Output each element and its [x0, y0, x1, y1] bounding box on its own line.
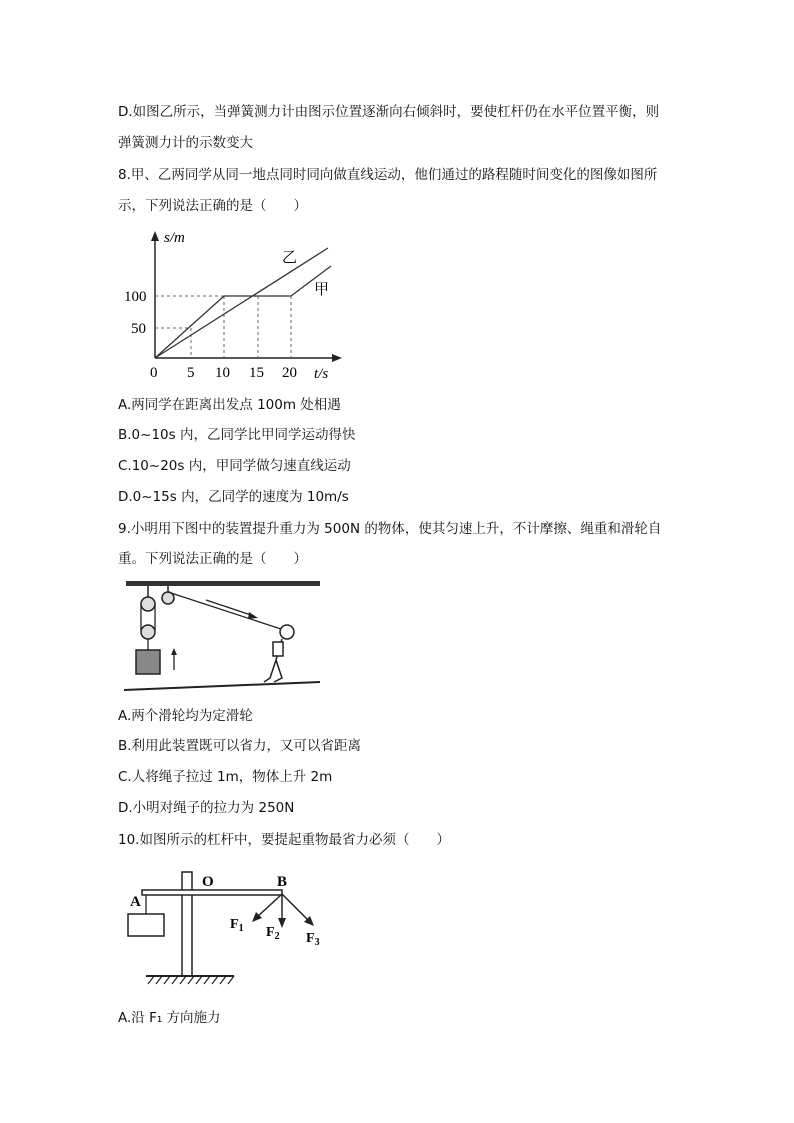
guide-lines	[155, 296, 291, 358]
pulley-figure	[124, 578, 324, 696]
x-tick-10: 10	[215, 365, 230, 381]
y-tick-100: 100	[124, 289, 147, 305]
label-f3: $F_3$	[306, 931, 320, 948]
q9-option-b: B.利用此装置既可以省力，又可以省距离	[118, 738, 362, 754]
q9-option-d: D.小明对绳子的拉力为 250N	[118, 800, 295, 816]
support-post	[182, 872, 192, 976]
option-d-line-1: D.如图乙所示，当弹簧测力计由图示位置逐渐向右倾斜时，要使杠杆仍在水平位置平衡，则	[118, 104, 660, 120]
x-axis-arrow	[332, 354, 342, 362]
label-f2: $F_2$	[266, 925, 280, 942]
load-box	[136, 650, 160, 674]
x-tick-5: 5	[187, 365, 195, 381]
series-jia-line	[155, 266, 331, 358]
label-f1: $F_1$	[230, 917, 244, 934]
up-arrow	[171, 648, 177, 655]
question-9-line-2: 重。下列说法正确的是（ ）	[118, 551, 307, 567]
q8-option-b: B.0~10s 内，乙同学比甲同学运动得快	[118, 427, 356, 443]
q8-option-c: C.10~20s 内，甲同学做匀速直线运动	[118, 458, 351, 474]
pull-rope	[168, 592, 284, 630]
q10-option-a: A.沿 F₁ 方向施力	[118, 1010, 221, 1026]
question-8-line-2: 示，下列说法正确的是（ ）	[118, 198, 307, 214]
weight-block	[128, 914, 164, 936]
lever-figure	[124, 866, 344, 990]
f2-arrow	[278, 918, 286, 928]
direction-arrow	[248, 612, 258, 619]
question-10-line: 10.如图所示的杠杆中，要提起重物最省力必须（ ）	[118, 832, 450, 848]
lever-bar	[142, 890, 282, 895]
label-o: O	[202, 874, 214, 890]
ground-line	[124, 682, 320, 690]
y-axis-label: s/m	[164, 230, 185, 246]
q9-option-a: A.两个滑轮均为定滑轮	[118, 708, 253, 724]
ceiling	[126, 581, 320, 586]
y-axis-arrow	[151, 231, 159, 241]
question-8-line-1: 8.甲、乙两同学从同一地点同时同向做直线运动，他们通过的路程随时间变化的图像如图所	[118, 167, 658, 183]
movable-pulley	[141, 625, 155, 639]
question-9-line-1: 9.小明用下图中的装置提升重力为 500N 的物体，使其匀速上升，不计摩擦、绳重和滑轮自	[118, 521, 662, 537]
q9-option-c: C.人将绳子拉过 1m，物体上升 2m	[118, 769, 333, 785]
label-b: B	[277, 874, 288, 890]
option-d-line-2: 弹簧测力计的示数变大	[118, 135, 253, 151]
x-tick-20: 20	[282, 365, 297, 381]
person-figure	[264, 625, 294, 682]
q8-option-a: A.两同学在距离出发点 100m 处相遇	[118, 397, 341, 413]
x-axis-label: t/s	[314, 366, 329, 382]
fixed-pulley	[141, 597, 155, 611]
label-a: A	[130, 894, 141, 910]
x-tick-0: 0	[150, 365, 158, 381]
series-yi-line	[155, 248, 328, 358]
series-yi-label: 乙	[282, 250, 298, 266]
q8-option-d: D.0~15s 内，乙同学的速度为 10m/s	[118, 489, 349, 505]
y-tick-50: 50	[131, 321, 146, 337]
series-jia-label: 甲	[314, 282, 330, 298]
x-tick-15: 15	[249, 365, 264, 381]
s-t-graph	[118, 226, 358, 384]
